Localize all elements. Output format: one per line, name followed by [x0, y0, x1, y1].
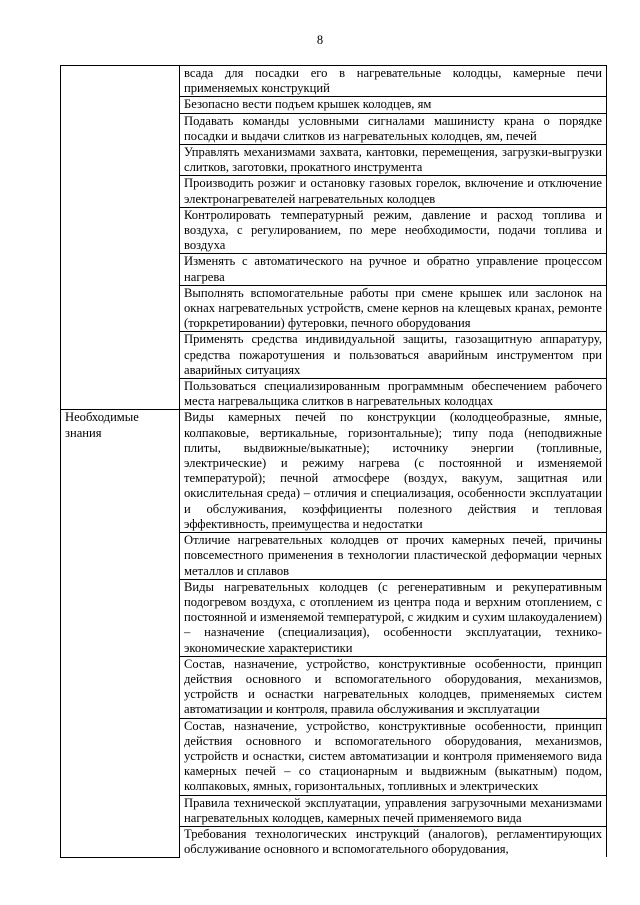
page-number: 8	[316, 33, 324, 47]
table-cell: Пользоваться специализированным программным обеспечением рабочего места нагревальщика слитков в нагревательных колодцах	[180, 379, 607, 410]
table-cell: Состав, назначение, устройство, конструктивные особенности, принцип действия основного и вспомогательного оборудования, механизмов, устройств и оснастки, систем автоматизации и контроля применяемого вида камерных печей – со стационарным и выдвижным (выкатным) подом, колпаковых, ямных, горизонтальных, топливных и электрических	[180, 718, 607, 795]
table-cell: Применять средства индивидуальной защиты, газозащитную аппаратуру, средства пожаротушения и пользоваться аварийным инструментом при аварийных ситуациях	[180, 332, 607, 379]
table-cell: Требования технологических инструкций (аналогов), регламентирующих обслуживание основного и вспомогательного оборудования,	[180, 826, 607, 857]
table-cell: Виды камерных печей по конструкции (колодцеобразные, ямные, колпаковые, вертикальные, горизонтальные); типу пода (неподвижные плиты, выдвижные/выкатные); источнику энергии (топливные, электрические) и режиму нагрева (с постоянной и изменяемой температурой); печной атмосфере (воздух, вакуум, защитная или окислительная среда) – отличия и специализация, особенности эксплуатации и обслуживания, коэффициенты полезного действия и тепловая эффективность, преимущества и недостатки	[180, 410, 607, 533]
knowledge-label: Необходимые знания	[61, 410, 180, 857]
table-cell: Изменять с автоматического на ручное и обратно управление процессом нагрева	[180, 254, 607, 285]
table-cell: Выполнять вспомогательные работы при смене крышек или заслонок на окнах нагревательных устройств, смене кернов на клещевых кранах, ремонте (торкретировании) футеровки, печного оборудования	[180, 285, 607, 332]
table-cell: Подавать команды условными сигналами машинисту крана о порядке посадки и выдачи слитков из нагревательных колодцев, ям, печей	[180, 113, 607, 144]
table-cell: всада для посадки его в нагревательные колодцы, камерные печи применяемых конструкций	[180, 66, 607, 97]
table-cell: Состав, назначение, устройство, конструктивные особенности, принцип действия основного и вспомогательного оборудования, механизмов, устройств и оснастки нагревательных колодцев, применяемых систем автоматизации и контроля, правила обслуживания и эксплуатации	[180, 656, 607, 718]
table-cell: Безопасно вести подъем крышек колодцев, ям	[180, 97, 607, 113]
table-cell: Производить розжиг и остановку газовых горелок, включение и отключение электронагревателей нагревательных колодцев	[180, 176, 607, 207]
requirements-table	[60, 65, 607, 858]
table-row	[61, 66, 607, 97]
table-row	[61, 410, 607, 533]
table-cell: Виды нагревательных колодцев (с регенеративным и рекуперативным подогревом воздуха, с отоплением из центра пода и верхним отоплением, с постоянной и изменяемой температурой, с жидким и сухим шлакоудалением) – назначение (специализация), особенности эксплуатации, технико-экономические характеристики	[180, 579, 607, 656]
table-cell: Контролировать температурный режим, давление и расход топлива и воздуха, с регулированием, по мере необходимости, подачи топлива и воздуха	[180, 207, 607, 254]
table-cell: Правила технической эксплуатации, управления загрузочными механизмами нагревательных колодцев, камерных печей применяемого вида	[180, 795, 607, 826]
table-cell: Управлять механизмами захвата, кантовки, перемещения, загрузки-выгрузки слитков, заготовки, прокатного инструмента	[180, 145, 607, 176]
table-cell: Отличие нагревательных колодцев от прочих камерных печей, причины повсеместного применения в технологии пластической деформации черных металлов и сплавов	[180, 533, 607, 580]
skills-label-cell	[61, 66, 180, 410]
